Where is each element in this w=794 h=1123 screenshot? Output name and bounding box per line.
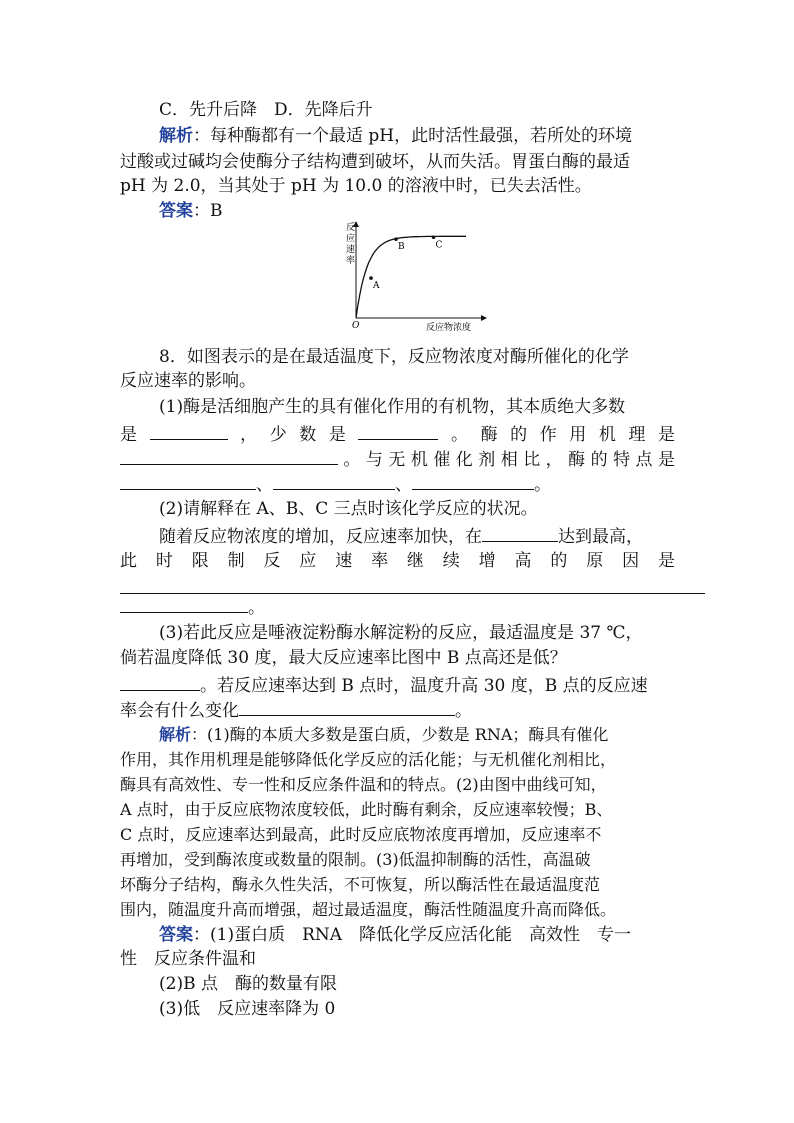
q8-stem-line-2: 反应速率的影响。 xyxy=(120,371,256,391)
q8-analysis-line-4: A 点时，由于反应底物浓度较低，此时酶有剩余，反应速率较慢；B、 xyxy=(120,800,613,819)
point-c xyxy=(432,235,436,239)
blank-3[interactable] xyxy=(120,446,338,465)
q8-analysis-line-3: 酶具有高效性、专一性和反应条件温和的特点。(2)由图中曲线可知， xyxy=(120,775,607,794)
answer-label: 答案 xyxy=(159,925,193,945)
q8-part1-line-2: 是 ，少数是 。酶的作用机理是 xyxy=(120,421,675,447)
q7-answer: 答案：B xyxy=(159,201,223,221)
q7-option-cd: C．先升后降 D．先降后升 xyxy=(159,100,373,120)
q8-part1-line-4: 、 、 。 xyxy=(120,471,675,497)
answer-label: 答案 xyxy=(159,201,193,221)
analysis-label: 解析 xyxy=(159,126,193,146)
q8-part2-line-5: 。 xyxy=(120,594,675,620)
q8-analysis-line-6: 再增加，受到酶浓度或数量的限制。(3)低温抑制酶的活性，高温破 xyxy=(120,850,591,869)
q8-answer-line-3: (2)B 点 酶的数量有限 xyxy=(159,974,337,994)
q8-part3-line-4: 率会有什么变化 。 xyxy=(120,697,675,723)
blank-7[interactable] xyxy=(482,523,558,542)
y-axis-label-3: 速 xyxy=(346,245,356,255)
q8-answer-line-2: 性 反应条件温和 xyxy=(120,949,256,969)
q8-stem-line-1: 8．如图表示的是在最适温度下，反应物浓度对酶所催化的化学 xyxy=(159,347,629,367)
blank-11[interactable] xyxy=(239,697,455,716)
blank-9[interactable] xyxy=(120,594,248,613)
q8-part3-line-2: 倘若温度降低 30 度，最大反应速率比图中 B 点高还是低？ xyxy=(120,648,567,668)
q8-part2-line-2: 随着反应物浓度的增加，反应速率加快，在 达到最高， xyxy=(159,523,675,549)
q8-part2-line-1: (2)请解释在 A、B、C 三点时该化学反应的状况。 xyxy=(159,499,538,519)
q7-analysis-line-2: 过酸或过碱均会使酶分子结构遭到破坏，从而失活。胃蛋白酶的最适 xyxy=(120,152,630,172)
q7-analysis-line-3: pH 为 2.0，当其处于 pH 为 10.0 的溶液中时，已失去活性。 xyxy=(120,176,592,196)
blank-10[interactable] xyxy=(120,672,200,691)
q8-answer-line-4: (3)低 反应速率降为 0 xyxy=(159,999,336,1019)
q8-part2-line-3: 此时限制反应速率继续增高的原因是 xyxy=(120,551,675,571)
q8-answer-line-1: 答案：(1)蛋白质 RNA 降低化学反应活化能 高效性 专一 xyxy=(159,925,632,945)
x-axis-label: 反应物浓度 xyxy=(426,323,472,333)
blank-2[interactable] xyxy=(358,421,438,440)
point-label-b: B xyxy=(398,242,405,253)
blank-4[interactable] xyxy=(120,471,256,490)
point-b xyxy=(394,237,398,241)
point-label-a: A xyxy=(373,281,380,292)
y-axis-label-2: 应 xyxy=(346,234,356,244)
q8-analysis-line-1: 解析：(1)酶的本质大多数是蛋白质，少数是 RNA；酶具有催化 xyxy=(159,725,609,744)
blank-5[interactable] xyxy=(273,471,395,490)
q8-analysis-line-5: C 点时，反应速率达到最高，此时反应底物浓度再增加，反应速率不 xyxy=(120,825,602,844)
q8-part1-line-1: (1)酶是活细胞产生的具有催化作用的有机物，其本质绝大多数 xyxy=(159,397,626,417)
q8-part3-line-3: 。若反应速率达到 B 点时，温度升高 30 度，B 点的反应速 xyxy=(120,672,675,698)
q8-analysis-line-2: 作用，其作用机理是能够降低化学反应的活化能；与无机催化剂相比， xyxy=(120,750,617,769)
origin-label: O xyxy=(352,321,360,331)
q8-analysis-line-7: 坏酶分子结构，酶永久性失活，不可恢复，所以酶活性在最适温度范 xyxy=(120,875,601,894)
y-axis-label-4: 率 xyxy=(346,256,356,266)
blank-1[interactable] xyxy=(150,421,228,440)
analysis-label: 解析 xyxy=(159,725,192,744)
point-a xyxy=(369,276,373,280)
q8-part3-line-1: (3)若此反应是唾液淀粉酶水解淀粉的反应，最适温度是 37 ℃， xyxy=(159,623,643,643)
reaction-rate-chart xyxy=(336,218,496,336)
blank-8[interactable] xyxy=(120,575,705,594)
q8-analysis-line-8: 围内，随温度升高而增强，超过最适温度，酶活性随温度升高而降低。 xyxy=(120,900,617,919)
y-axis-label-1: 反 xyxy=(346,223,356,233)
point-label-c: C xyxy=(435,240,443,251)
blank-6[interactable] xyxy=(412,471,534,490)
q7-analysis-line-1: 解析：每种酶都有一个最适 pH，此时活性最强，若所处的环境 xyxy=(159,126,633,146)
q8-part1-line-3: 。与无机催化剂相比，酶的特点是 xyxy=(120,446,675,472)
